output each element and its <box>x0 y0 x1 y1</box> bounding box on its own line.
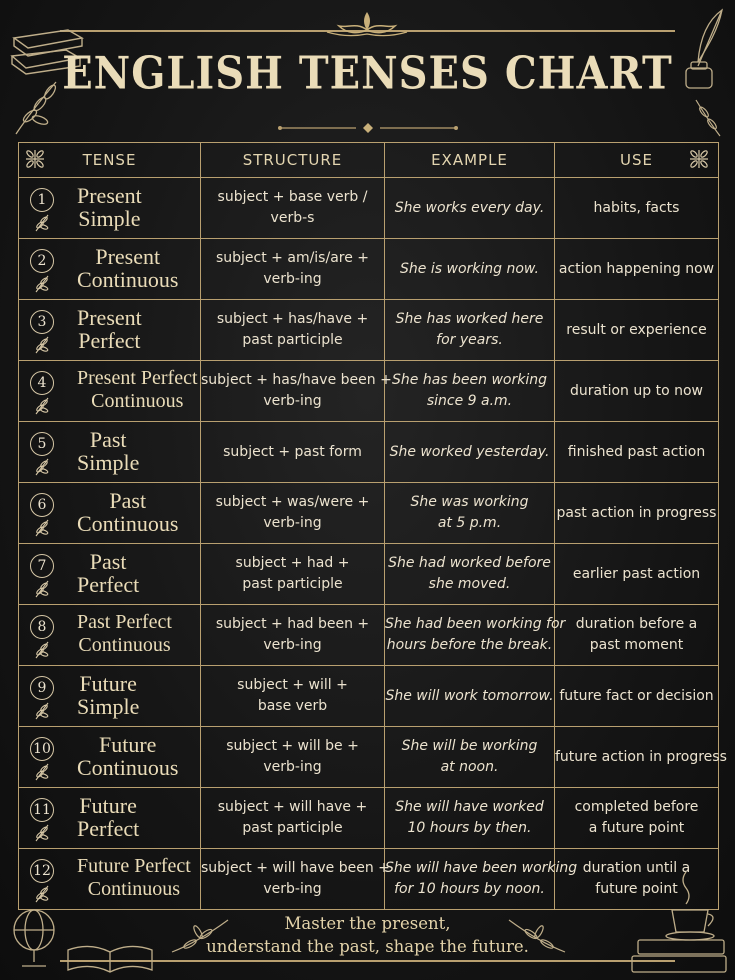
structure-line: subject + has/have been + <box>201 372 392 388</box>
use-line: future point <box>595 881 678 897</box>
use-line: past action in progress <box>556 504 717 521</box>
example-cell <box>385 727 555 788</box>
tense-name-line: Present Perfect <box>77 367 198 389</box>
row-number-badge: 9 <box>30 676 54 700</box>
tense-name-line: Future <box>79 671 137 696</box>
example-cell <box>385 178 555 239</box>
row-number-badge: 6 <box>30 493 54 517</box>
row-number-badge: 7 <box>30 554 54 578</box>
example-cell <box>385 483 555 544</box>
structure-line: verb-ing <box>263 515 322 531</box>
example-line: She was working <box>410 494 529 510</box>
title-divider-icon <box>276 122 460 134</box>
table-row <box>19 361 719 422</box>
table-row <box>19 422 719 483</box>
tense-name <box>77 855 191 901</box>
sprig-icon <box>32 640 52 664</box>
tense-cell <box>19 605 201 666</box>
header-tense: TENSE <box>19 143 201 178</box>
structure-cell <box>201 849 390 910</box>
structure-cell <box>201 422 385 483</box>
example-line: She has worked here <box>395 311 544 327</box>
structure-cell <box>201 483 385 544</box>
use-cell <box>555 300 719 361</box>
tense-name <box>77 550 139 596</box>
row-number-badge: 11 <box>30 798 54 822</box>
tense-name <box>77 733 178 779</box>
structure-line: past participle <box>242 820 343 836</box>
use-line: a future point <box>588 820 685 836</box>
structure-cell <box>201 300 385 361</box>
tense-cell <box>19 178 201 239</box>
use-cell <box>555 422 719 483</box>
tense-name <box>77 367 198 413</box>
use-cell <box>555 727 727 788</box>
tense-cell <box>19 483 201 544</box>
example-line: She works every day. <box>394 199 545 216</box>
tense-cell <box>19 788 201 849</box>
tense-name-line: Continuous <box>91 390 184 412</box>
structure-line: past participle <box>242 576 343 592</box>
header-structure: STRUCTURE <box>201 143 385 178</box>
example-line: She will work tomorrow. <box>385 687 554 704</box>
use-line: past moment <box>589 637 684 653</box>
tense-name-line: Continuous <box>77 755 179 780</box>
structure-cell <box>201 605 385 666</box>
structure-cell <box>201 666 385 727</box>
use-cell <box>555 361 719 422</box>
sprig-icon <box>32 579 52 603</box>
example-cell <box>385 422 555 483</box>
row-number-badge: 4 <box>30 371 54 395</box>
tense-cell <box>19 239 201 300</box>
tense-cell <box>19 727 201 788</box>
use-line: result or experience <box>566 321 707 338</box>
tense-cell <box>19 361 201 422</box>
tense-name-line: Present <box>95 244 161 269</box>
structure-line: subject + will have + <box>217 799 368 815</box>
tense-name-line: Past Perfect <box>77 611 172 633</box>
tense-name <box>77 428 139 474</box>
use-cell <box>555 239 719 300</box>
example-line: she moved. <box>428 576 511 592</box>
tense-name-line: Future Perfect <box>77 855 191 877</box>
structure-line: subject + will be + <box>226 738 359 754</box>
example-cell <box>385 239 555 300</box>
example-cell <box>385 788 555 849</box>
tense-name-line: Past <box>89 549 127 574</box>
example-line: at 5 p.m. <box>437 515 502 531</box>
use-cell <box>555 178 719 239</box>
example-line: at noon. <box>440 759 499 775</box>
example-line: She has been working <box>392 372 547 388</box>
tense-name-line: Future <box>99 732 157 757</box>
structure-line: subject + will + <box>237 677 348 693</box>
structure-line: subject + had + <box>235 555 350 571</box>
tense-name-line: Continuous <box>78 634 171 656</box>
example-line: 10 hours by then. <box>407 820 532 836</box>
use-line: completed before <box>574 799 699 815</box>
footer-line-2: understand the past, shape the future. <box>206 937 529 956</box>
structure-cell <box>201 788 385 849</box>
tense-name <box>77 245 178 291</box>
structure-cell <box>201 239 385 300</box>
sprig-icon <box>32 518 52 542</box>
example-line: She had worked before <box>388 555 551 571</box>
structure-line: subject + has/have + <box>216 311 369 327</box>
table-row <box>19 666 719 727</box>
tense-name-line: Perfect <box>78 328 141 353</box>
tense-name <box>77 489 178 535</box>
row-number-badge: 1 <box>30 188 54 212</box>
example-line: hours before the break. <box>386 637 553 653</box>
tense-name-line: Simple <box>78 206 141 231</box>
table-row <box>19 239 719 300</box>
structure-cell <box>201 544 385 605</box>
structure-line: verb-ing <box>263 637 322 653</box>
sprig-icon <box>32 457 52 481</box>
leaf-branch-right-icon <box>690 96 726 140</box>
table-row <box>19 544 719 605</box>
use-cell <box>555 788 719 849</box>
example-line: She worked yesterday. <box>389 443 550 460</box>
table-row <box>19 300 719 361</box>
example-line: She will have been working <box>385 860 578 876</box>
use-line: earlier past action <box>572 565 701 582</box>
use-line: duration until a <box>582 860 691 876</box>
sprig-icon <box>32 701 52 725</box>
use-line: future fact or decision <box>559 687 714 704</box>
footer-line-1: Master the present, <box>284 914 451 933</box>
structure-line: subject + am/is/are + <box>215 250 370 266</box>
tense-name-line: Perfect <box>77 816 140 841</box>
page-title: ENGLISH TENSES CHART <box>62 47 673 100</box>
tense-name-line: Past <box>109 488 147 513</box>
example-line: She is working now. <box>400 260 539 277</box>
example-line: She had been working for <box>385 616 566 632</box>
example-cell <box>385 605 566 666</box>
table-header-row <box>19 143 719 178</box>
tense-name-line: Present <box>77 183 142 208</box>
sprig-icon <box>32 274 52 298</box>
example-line: since 9 a.m. <box>426 393 513 409</box>
use-line: duration before a <box>575 616 698 632</box>
table-row <box>19 788 719 849</box>
structure-line: verb-ing <box>263 393 322 409</box>
example-line: She will be working <box>401 738 538 754</box>
use-line: habits, facts <box>593 199 680 216</box>
structure-cell <box>201 361 392 422</box>
structure-cell <box>201 727 385 788</box>
example-cell <box>385 849 578 910</box>
use-line: action happening now <box>558 260 715 277</box>
example-line: for years. <box>436 332 503 348</box>
header-example: EXAMPLE <box>385 143 555 178</box>
tense-name <box>77 184 142 230</box>
example-cell <box>385 666 555 727</box>
tense-name-line: Perfect <box>77 572 140 597</box>
tense-name-line: Past <box>89 427 127 452</box>
example-cell <box>385 544 555 605</box>
use-cell <box>555 483 719 544</box>
row-number-badge: 10 <box>30 737 54 761</box>
tense-name <box>77 306 142 352</box>
table-row <box>19 727 719 788</box>
example-cell <box>385 300 555 361</box>
use-line: future action in progress <box>555 748 727 765</box>
tense-name-line: Present <box>77 305 142 330</box>
tense-name-line: Continuous <box>87 878 181 900</box>
tense-name <box>77 794 139 840</box>
tense-name-line: Simple <box>77 450 140 475</box>
tense-name-line: Continuous <box>77 511 179 536</box>
sprig-icon <box>32 396 52 420</box>
top-flourish-icon <box>317 8 417 44</box>
example-line: She will have worked <box>395 799 544 815</box>
sprig-icon <box>32 823 52 847</box>
example-cell <box>385 361 555 422</box>
structure-line: verb-s <box>270 210 315 226</box>
use-cell <box>555 666 719 727</box>
structure-line: subject + had been + <box>215 616 370 632</box>
tense-cell <box>19 544 201 605</box>
sprig-icon <box>32 762 52 786</box>
structure-line: past participle <box>242 332 343 348</box>
structure-line: verb-ing <box>263 759 322 775</box>
header-use: USE <box>555 143 719 178</box>
use-line: finished past action <box>567 443 706 460</box>
sprig-icon <box>32 335 52 359</box>
row-number-badge: 3 <box>30 310 54 334</box>
structure-cell <box>201 178 385 239</box>
use-line: duration up to now <box>570 382 703 399</box>
table-row <box>19 178 719 239</box>
structure-line: base verb <box>257 698 328 714</box>
example-line: for 10 hours by noon. <box>394 881 545 897</box>
structure-line: verb-ing <box>263 271 322 287</box>
tense-name-line: Future <box>79 793 137 818</box>
structure-line: subject + base verb / <box>217 189 368 205</box>
row-number-badge: 5 <box>30 432 54 456</box>
table-row <box>19 483 719 544</box>
table-row <box>19 605 719 666</box>
structure-line: subject + will have been + <box>201 860 390 876</box>
row-number-badge: 8 <box>30 615 54 639</box>
row-number-badge: 2 <box>30 249 54 273</box>
footer-tagline <box>0 912 735 958</box>
tenses-table <box>18 142 727 910</box>
tense-name <box>77 672 139 718</box>
tense-name <box>77 611 172 657</box>
tense-cell <box>19 300 201 361</box>
tense-cell <box>19 422 201 483</box>
use-cell <box>555 544 719 605</box>
tense-name-line: Continuous <box>77 267 179 292</box>
structure-line: subject + was/were + <box>215 494 370 510</box>
sprig-icon <box>32 213 52 237</box>
use-cell <box>555 605 719 666</box>
structure-line: subject + past form <box>223 443 362 460</box>
structure-line: verb-ing <box>263 881 322 897</box>
tense-cell <box>19 666 201 727</box>
row-number-badge: 12 <box>30 859 54 883</box>
tense-name-line: Simple <box>77 694 140 719</box>
